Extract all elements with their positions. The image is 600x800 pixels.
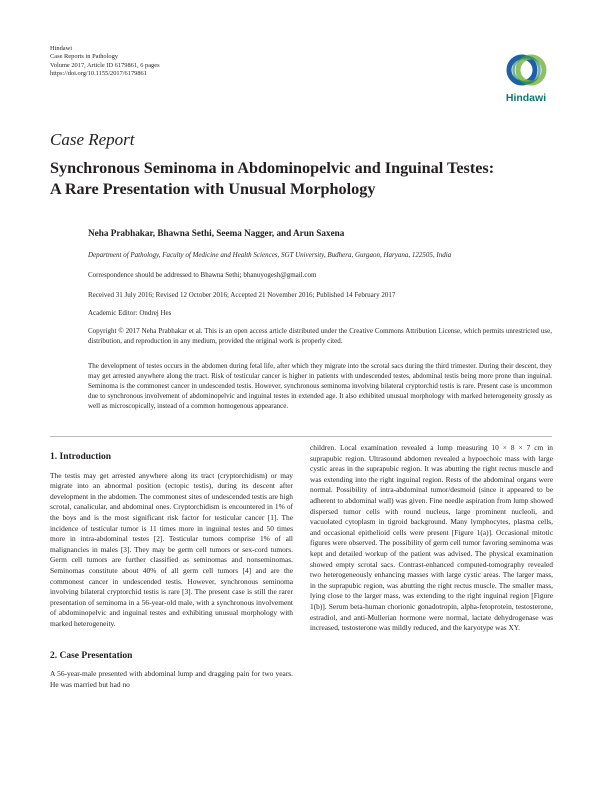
introduction-heading: 1. Introduction: [50, 452, 112, 462]
title-line-1: Synchronous Seminoma in Abdominopelvic and Inguinal Testes:: [50, 159, 495, 177]
affiliation: Department of Pathology, Faculty of Medicine and Health Sciences, SGT University, Budhera, Gurgaon, Haryana, 122505, India: [88, 251, 452, 259]
publisher-name: Hindawi: [50, 45, 73, 52]
publication-history: Received 31 July 2016; Revised 12 October 2016; Accepted 21 November 2016; Published 14 February 2017: [88, 291, 396, 299]
case-presentation-heading: 2. Case Presentation: [50, 650, 133, 661]
introduction-text: The testis may get arrested anywhere along its tract (cryptorchidism) or may migrate into an abnormal position (ectopic testis), during its descent after development in the abdomen. The commonest sites of undescended testis are high scrotal, canalicular, and abdominal ones. Cryptorchidism is encountered in 1% of the boys and is the most significant risk factor for testicular cancer [1]. The incidence of testicular tumor is 11 times more in inguinal testes and 50 times more in intra-abdominal testes [2]. Testicular tumors comprise 1% of all malignancies in males [3]. They may be germ cell tumors or sex-cord tumors. Germ cell tumors are further classified as seminomas and nonseminomas. Seminomas constitute about 40% of all germ cell tumors [4] and are the commonest cancer in undescended testis. However, synchronous seminoma involving bilateral cryptorchid testis is rare [3]. The present case is still the rarer presentation of seminoma in a 56-year-old male, with a synchronous involvement of abdominopelvic and inguinal testes and exhibiting unusual morphology with marked heterogeneity.: [50, 470, 293, 628]
volume-line: Volume 2017, Article ID 6179861, 6 pages: [50, 61, 160, 69]
abstract: The development of testes occurs in the abdomen during fetal life, after which they migrate into the scrotal sacs during the third trimester. During their descent, they may get arrested anywhere along the tract. Risk of testicular cancer is higher in patients with undescended testes, abdominal testis being more prone than inguinal. Seminoma is the commonest cancer in undescended testis. However, synchronous seminoma involving bilateral cryptorchid testis is rare. Present case is uncommon due to synchronous involvement of abdominopelvic and inguinal testes in extended age. It also exhibited unusual morphology with marked heterogeneity grossly as well as microscopically, instead of a common homogenous appearance.: [88, 362, 552, 410]
journal-name: Case Reports in Pathology: [50, 53, 118, 61]
case-presentation-text-left: A 56-year-male presented with abdominal lump and dragging pain for two years. He was married but had no: [50, 669, 293, 689]
journal-meta: [50, 45, 160, 79]
section-divider: [50, 436, 552, 437]
authors: Neha Prabhakar, Bhawna Sethi, Seema Nagger, and Arun Saxena: [88, 228, 345, 238]
hindawi-logo-text: Hindawi: [505, 92, 547, 104]
copyright-notice: Copyright © 2017 Neha Prabhakar et al. This is an open access article distributed under the Creative Commons Attribution License, which permits unrestricted use, distribution, and reproduction in any medium, provided the original work is properly cited.: [88, 327, 552, 345]
correspondence: Correspondence should be addressed to Bhawna Sethi; bhanuyogesh@gmail.com: [88, 271, 317, 279]
article-type: Case Report: [50, 130, 135, 149]
case-presentation-text-right: children. Local examination revealed a lump measuring 10 × 8 × 7 cm in suprapubic region. Ultrasound abdomen revealed a hypoechoic mass with large cystic areas in the suprapubic region. It was abutting the right rectus muscle and was extending into the right inguinal region. Rests of the abdominal organs were normal. Possibility of intra-abdominal tumor/desmoid (since it appeared to be adherent to abdominal wall) was given. Fine needle aspiration from lump showed dispersed tumor cells with round nucleus, large prominent nucleoli, and vacuolated cytoplasm in tigroid background. Many lymphocytes, plasma cells, and occasional epithelioid cells were present [Figure 1(a)]. Occasional mitotic figures were observed. The possibility of germ cell tumor favoring seminoma was kept and detailed workup of the patient was advised. The physical examination showed empty scrotal sacs. Contrast-enhanced computed-tomography revealed two heterogeneously enhancing masses with large cystic areas. The larger mass, in the suprapubic region, was abutting the right rectus muscle. The smaller mass, lying close to the larger mass, was extending to the right inguinal region [Figure 1(b)]. Serum beta-human chorionic gonadotropin, alpha-fetoprotein, testosterone, estradiol, and anti-Mullerian hormone were normal, lactate dehydrogenase was increased, testosterone was mildly reduced, and the karyotype was XY.: [310, 443, 553, 633]
academic-editor: Academic Editor: Ondrej Hes: [88, 309, 172, 317]
hindawi-logo: [500, 48, 552, 108]
title-line-2: A Rare Presentation with Unusual Morphology: [50, 180, 376, 198]
doi-link[interactable]: https://doi.org/10.1155/2017/6179861: [50, 70, 147, 78]
right-column: [310, 443, 553, 634]
article-title: [50, 158, 570, 200]
left-column: [50, 446, 293, 690]
hindawi-logo-icon: [500, 48, 552, 92]
